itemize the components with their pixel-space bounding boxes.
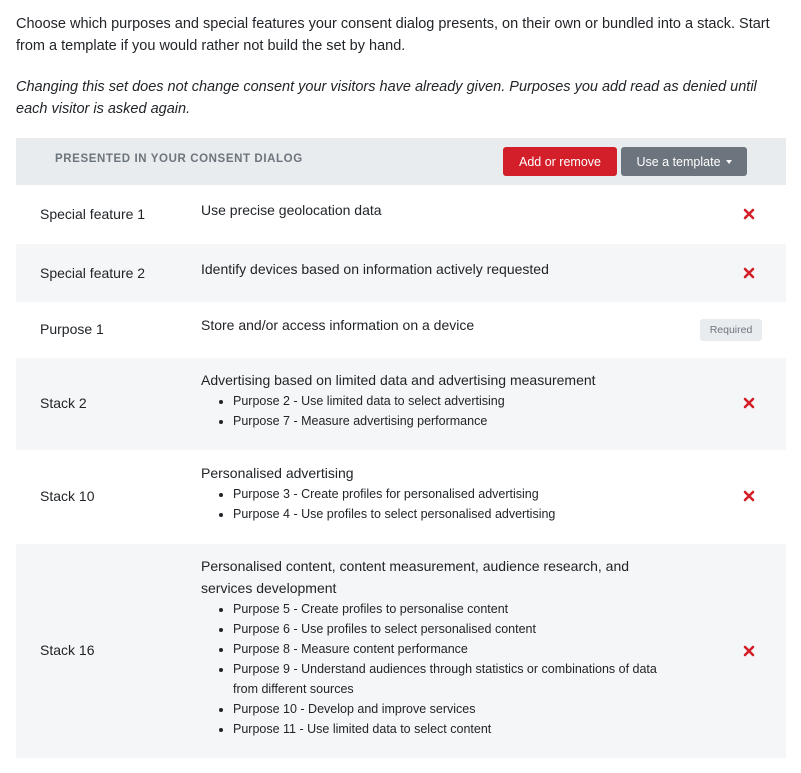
item-purpose-list <box>201 599 661 739</box>
item-purpose-list <box>201 391 661 431</box>
item-name: Purpose 1 <box>40 321 104 337</box>
item-purpose-list <box>201 484 661 524</box>
item-description <box>201 258 661 280</box>
item-title: Personalised advertising <box>201 465 354 481</box>
item-description <box>201 199 661 221</box>
item-title: Advertising based on limited data and advertising measurement <box>201 372 596 388</box>
add-or-remove-button[interactable]: Add or remove <box>503 147 617 176</box>
intro-text: Choose which purposes and special features your consent dialog presents, on their own or bundled into a stack. Start from a template if you would rather not build the set by hand. <box>16 16 770 54</box>
remove-icon[interactable] <box>742 644 756 658</box>
item-purpose: • Purpose 3 - Create profiles for personalised advertising <box>233 484 661 504</box>
item-purpose: • Purpose 8 - Measure content performance <box>233 639 661 659</box>
remove-icon[interactable] <box>742 207 756 221</box>
item-name: Stack 2 <box>40 395 87 411</box>
purpose-list <box>16 185 786 759</box>
item-description <box>201 314 661 336</box>
item-title: Use precise geolocation data <box>201 202 382 218</box>
item-description <box>201 555 661 739</box>
item-purpose: • Purpose 11 - Use limited data to select content <box>233 719 661 739</box>
item-purpose: • Purpose 9 - Understand audiences through statistics or combinations of data from different sources <box>233 659 661 699</box>
item-name: Stack 10 <box>40 488 95 504</box>
item-description <box>201 462 661 524</box>
use-template-button[interactable] <box>621 147 747 176</box>
remove-icon[interactable] <box>742 396 756 410</box>
consent-note: Changing this set does not change consent your visitors have already given. Purposes you add read as denied until each visitor is asked again. <box>16 79 757 117</box>
list-item <box>16 451 786 544</box>
panel-title: PRESENTED IN YOUR CONSENT DIALOG <box>55 153 303 165</box>
list-item <box>16 544 786 759</box>
item-purpose: • Purpose 7 - Measure advertising performance <box>233 411 661 431</box>
consent-dialog-panel <box>16 138 786 759</box>
list-item <box>16 303 786 358</box>
item-name: Stack 16 <box>40 642 95 658</box>
caret-down-icon <box>726 160 732 164</box>
panel-header <box>16 138 786 185</box>
list-item <box>16 358 786 451</box>
item-title: Store and/or access information on a device <box>201 317 475 333</box>
item-purpose: • Purpose 2 - Use limited data to select advertising <box>233 391 661 411</box>
use-template-label: Use a template <box>636 154 721 169</box>
item-title: Identify devices based on information actively requested <box>201 261 549 277</box>
item-title: Personalised content, content measurement, audience research, and services development <box>201 558 630 596</box>
remove-icon[interactable] <box>742 266 756 280</box>
required-badge: Required <box>700 319 762 341</box>
item-purpose: • Purpose 4 - Use profiles to select personalised advertising <box>233 504 661 524</box>
list-item <box>16 185 786 244</box>
remove-icon[interactable] <box>742 489 756 503</box>
list-item <box>16 244 786 303</box>
item-purpose: • Purpose 6 - Use profiles to select personalised content <box>233 619 661 639</box>
item-purpose: • Purpose 10 - Develop and improve services <box>233 699 661 719</box>
item-description <box>201 369 661 431</box>
item-purpose: • Purpose 5 - Create profiles to personalise content <box>233 599 661 619</box>
item-name: Special feature 1 <box>40 206 146 222</box>
item-name: Special feature 2 <box>40 265 146 281</box>
